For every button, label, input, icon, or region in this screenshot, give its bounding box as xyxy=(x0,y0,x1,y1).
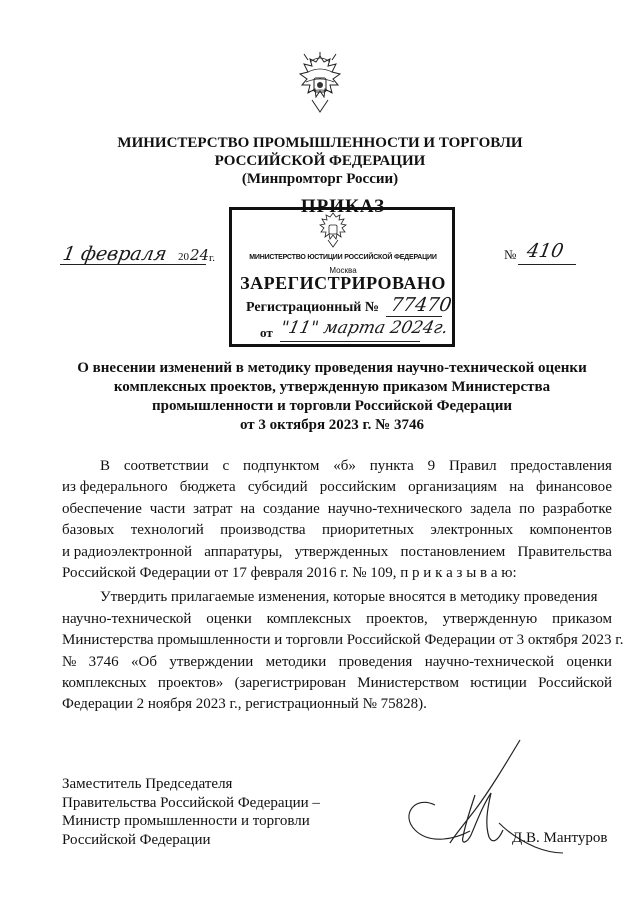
date-underline xyxy=(60,264,178,265)
body-word: задела xyxy=(470,500,512,517)
body-word: бюджета xyxy=(179,479,236,496)
body-word: Утвердить прилагаемые изменения, которые вносятся в методику проведения xyxy=(100,589,598,606)
ministry-line: МИНИСТЕРСТВО ПРОМЫШЛЕННОСТИ И ТОРГОВЛИ xyxy=(117,135,523,151)
body-word: Правительства xyxy=(517,543,612,560)
body-word: пункта xyxy=(369,458,414,474)
body-word: субсидий xyxy=(247,479,308,496)
body-word: Федерации 2 ноября 2023 г., регистрационный № 75828). xyxy=(62,696,427,713)
ministry-line: РОССИЙСКОЙ ФЕДЕРАЦИИ xyxy=(214,153,426,169)
body-line xyxy=(62,694,612,715)
body-word: постановлением xyxy=(400,543,506,560)
body-word: научно-технической xyxy=(424,653,555,670)
body-line xyxy=(62,520,612,541)
body-word: комплексных xyxy=(62,675,147,692)
body-word: Российской xyxy=(538,675,612,692)
stamp-registration-number: 77470 xyxy=(389,294,453,316)
body-word: утверждении xyxy=(169,653,254,670)
body-word: предоставления xyxy=(510,458,612,474)
body-word: научно-технической xyxy=(62,610,192,627)
body-line xyxy=(62,499,612,520)
body-word: компонентов xyxy=(529,522,612,539)
body-word: соответствии xyxy=(123,458,209,474)
body-word: методики xyxy=(265,653,327,670)
ministry-short-name: (Минпромторг России) xyxy=(241,171,399,187)
order-number-label: № xyxy=(504,247,517,262)
year-prefix: 20 xyxy=(178,251,189,263)
body-line xyxy=(62,542,612,563)
body-word: В xyxy=(100,458,111,474)
position-line: Заместитель Председателя xyxy=(62,776,233,792)
body-line xyxy=(62,587,612,608)
body-word: базовых xyxy=(62,522,115,539)
body-word: утвержденную xyxy=(442,610,538,627)
paragraph-order xyxy=(62,587,624,715)
order-year-handwritten: 24 xyxy=(190,246,210,264)
body-word: Министерства промышленности и торговли Российской Федерации от 3 октября 2023 г. xyxy=(62,632,624,649)
body-word: приказом xyxy=(552,610,612,627)
body-word: оценки xyxy=(566,653,612,670)
order-date-handwritten: 1 февраля xyxy=(61,243,169,265)
body-word: юстиции xyxy=(470,675,527,692)
body-word: утвержденных xyxy=(294,543,389,560)
body-word: части xyxy=(149,500,186,517)
body-line xyxy=(62,652,612,673)
signatory-name: Д.В. Мантуров xyxy=(512,830,608,846)
document-title xyxy=(64,359,600,435)
title-line: промышленности и торговли Российской Федерации xyxy=(152,398,512,414)
body-word: затрат xyxy=(193,500,233,517)
year-underline xyxy=(178,264,206,265)
body-word: на xyxy=(509,479,524,496)
body-word: разработке xyxy=(542,500,612,517)
title-line: от 3 октября 2023 г. № 3746 xyxy=(240,417,424,433)
stamp-date-underline xyxy=(280,341,420,342)
body-word: аппаратуры, xyxy=(204,543,283,560)
body-word: «Об xyxy=(131,653,157,670)
body-word: проведения xyxy=(338,653,413,670)
coat-of-arms-icon xyxy=(292,52,348,116)
body-word: проектов» xyxy=(157,675,224,692)
position-line: Российской Федерации xyxy=(62,831,211,848)
body-word: оценки xyxy=(206,610,252,627)
body-line xyxy=(62,563,612,584)
body-word: российским xyxy=(319,479,396,496)
body-word: Министерством xyxy=(357,675,459,692)
body-word: подпунктом xyxy=(242,458,320,474)
title-line: комплексных проектов, утвержденную приказом Министерства xyxy=(113,379,551,395)
number-underline xyxy=(518,264,576,265)
body-word: технологий xyxy=(130,522,204,539)
body-word: электронных xyxy=(430,522,514,539)
body-word: комплексных xyxy=(266,610,352,627)
signatory-position xyxy=(62,775,320,849)
body-line xyxy=(62,673,612,694)
year-suffix: г. xyxy=(209,252,216,264)
title-line: О внесении изменений в методику проведения научно-технической оценки xyxy=(77,360,587,376)
body-word: и радиоэлектронной xyxy=(62,543,192,560)
body-word: с xyxy=(222,458,230,474)
stamp-registration-label: Регистрационный № xyxy=(246,300,379,315)
document-body xyxy=(62,456,624,716)
body-word: (зарегистрирован xyxy=(234,675,346,692)
stamp-status: ЗАРЕГИСТРИРОВАНО xyxy=(240,273,446,293)
body-line xyxy=(62,609,612,630)
body-word: финансовое xyxy=(536,479,612,496)
body-line xyxy=(62,630,624,651)
body-word: Правил xyxy=(448,458,497,474)
body-word: создание xyxy=(262,500,320,517)
order-number-handwritten: 410 xyxy=(525,240,566,262)
order-heading: ПРИКАЗ xyxy=(300,196,386,217)
body-word: проектов, xyxy=(366,610,428,627)
ministry-header xyxy=(110,134,530,188)
body-word: из федерального xyxy=(62,479,168,496)
stamp-date-handwritten: "11" марта 2024г. xyxy=(278,318,450,338)
registration-underline xyxy=(386,316,442,317)
body-word: 9 xyxy=(427,458,436,474)
body-word: 3746 xyxy=(88,653,119,670)
body-word: № xyxy=(62,653,77,670)
body-word: организациям xyxy=(408,479,498,496)
body-line xyxy=(62,477,612,498)
position-line: Правительства Российской Федерации – xyxy=(62,794,320,811)
body-word: приоритетных xyxy=(321,522,414,539)
body-word: Российской Федерации от 17 февраля 2016 г. № 109, п р и к а з ы в а ю: xyxy=(62,565,517,582)
position-line: Министр промышленности и торговли xyxy=(62,813,310,829)
stamp-coat-of-arms-icon xyxy=(316,210,350,248)
stamp-ministry: МИНИСТЕРСТВО ЮСТИЦИИ РОССИЙСКОЙ ФЕДЕРАЦИИ xyxy=(249,254,437,261)
body-word: на xyxy=(240,500,256,517)
paragraph-preamble xyxy=(62,456,612,584)
body-word: по xyxy=(519,500,535,517)
body-word: производства xyxy=(220,522,306,539)
body-word: научно-технического xyxy=(327,500,463,517)
body-word: «б» xyxy=(333,458,356,474)
stamp-city: Москва xyxy=(329,266,357,275)
stamp-date-prefix: от xyxy=(260,325,273,340)
body-line xyxy=(62,456,612,477)
body-word: обеспечение xyxy=(62,500,142,517)
